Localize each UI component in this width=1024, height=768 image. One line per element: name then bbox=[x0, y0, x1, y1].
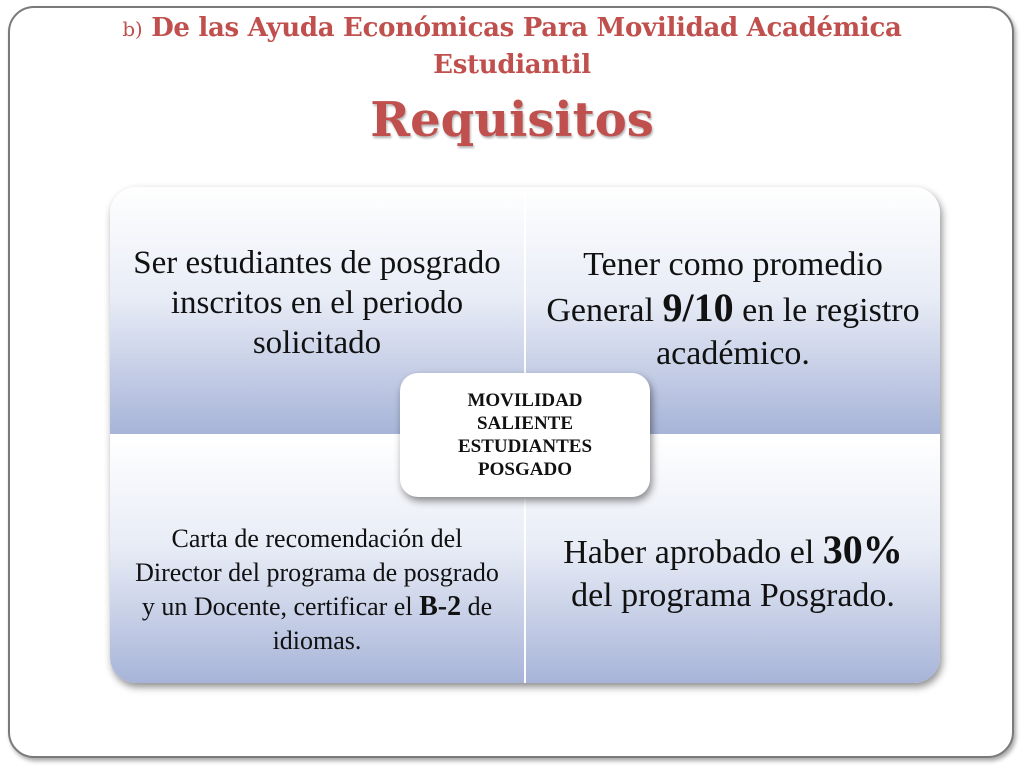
center-label-box bbox=[400, 373, 650, 497]
requirement-average bbox=[538, 243, 928, 375]
slide-title: Requisitos bbox=[370, 92, 654, 148]
requirement-recommendation bbox=[127, 522, 507, 658]
progress-text-start: Haber aprobado el bbox=[563, 534, 823, 571]
language-level: B-2 bbox=[419, 591, 462, 622]
progress-text-end: del programa Posgrado. bbox=[571, 577, 895, 614]
center-label-line: SALIENTE bbox=[476, 413, 574, 434]
recommendation-text-start: Carta de recomendación del Director del programa de posgrado y un Docente, certificar el bbox=[135, 524, 499, 621]
center-label-line: ESTUDIANTES bbox=[457, 436, 593, 457]
requirement-enrollment: Ser estudiantes de posgrado inscritos en el periodo solicitado bbox=[133, 245, 501, 361]
center-label-line: POSGADO bbox=[478, 459, 572, 480]
progress-value: 30% bbox=[822, 527, 903, 572]
slide-subtitle bbox=[60, 10, 964, 83]
requirement-progress bbox=[543, 528, 923, 617]
average-text-end: en le registro académico. bbox=[656, 292, 920, 372]
center-label-line: MOVILIDAD bbox=[467, 390, 583, 411]
average-value: 9/10 bbox=[662, 285, 734, 330]
subtitle-text: De las Ayuda Económicas Para Movilidad Académica Estudiantil bbox=[151, 13, 902, 80]
average-text-start: Tener como promedio General bbox=[546, 246, 883, 329]
subtitle-prefix: b) bbox=[122, 17, 143, 41]
recommendation-text-end: de idiomas. bbox=[272, 592, 493, 655]
